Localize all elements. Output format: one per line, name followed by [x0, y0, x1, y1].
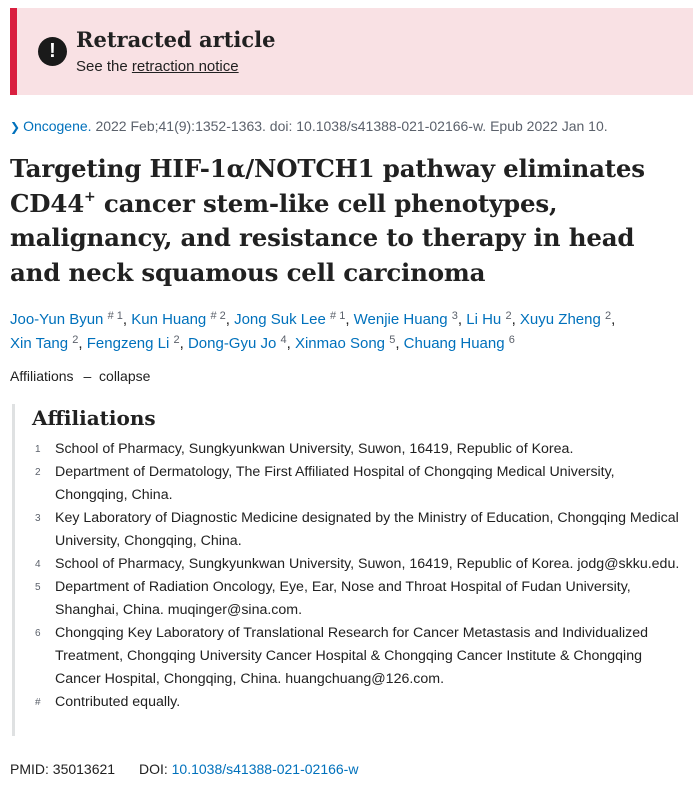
author-list — [10, 308, 690, 356]
doi-label: DOI: — [138, 761, 168, 777]
affiliation-key: 2 — [35, 467, 41, 478]
doi-link[interactable]: 10.1038/s41388-021-02166-w — [171, 761, 359, 777]
author-link[interactable]: Chuang Huang — [403, 335, 505, 352]
article-title: Targeting HIF-1α/NOTCH1 pathway eliminates CD44+ cancer stem-like cell phenotypes, malignancy, and resistance to therapy in head and neck squamous cell carcinoma — [10, 154, 645, 287]
affiliation-text: Chongqing Key Laboratory of Translational Research for Cancer Metastasis and Individualized Treatment, Chongqing University Cancer Hospital & Chongqing Cancer Institute & Chongqing Cancer Hospital, Chongqing, China. huangchuang@126.com. — [55, 625, 649, 687]
affiliations-panel — [12, 404, 692, 736]
chevron-right-icon: ❯ — [10, 120, 21, 134]
pmid-label: PMID: — [10, 761, 49, 777]
citation-details: 2022 Feb;41(9):1352-1363. doi: 10.1038/s41388-021-02166-w. Epub 2022 Jan 10. — [91, 118, 608, 134]
retraction-title: Retracted article — [76, 27, 276, 52]
author-link[interactable]: Joo-Yun Byun — [10, 311, 104, 328]
exclamation-icon: ! — [38, 37, 67, 66]
author-affiliation-ref[interactable]: 2 — [72, 334, 79, 346]
author-link[interactable]: Fengzeng Li — [86, 335, 170, 352]
affiliation-text: School of Pharmacy, Sungkyunkwan University, Suwon, 16419, Republic of Korea. — [55, 441, 574, 457]
author-affiliation-ref[interactable]: 3 — [451, 310, 458, 322]
affiliation-text: Key Laboratory of Diagnostic Medicine designated by the Ministry of Education, Chongqing Medical University, Chongqing, China. — [55, 510, 679, 549]
affiliations-toggle — [10, 366, 150, 386]
pmid-value: 35013621 — [52, 761, 116, 777]
author-affiliation-ref[interactable]: 4 — [280, 334, 287, 346]
identifiers — [10, 759, 358, 779]
collapse-affiliations-button[interactable]: – collapse — [83, 368, 151, 384]
author-item — [404, 335, 515, 352]
author-link[interactable]: Jong Suk Lee — [234, 311, 326, 328]
author-item: Fengzeng Li $^2$, — [86, 334, 184, 352]
affiliation-text: Contributed equally. — [55, 694, 181, 710]
author-link[interactable]: Wenjie Huang — [353, 311, 448, 328]
retraction-subtitle: See the retraction notice — [76, 58, 239, 75]
author-item: Xinmao Song $^5$, — [294, 334, 400, 352]
affiliation-item — [35, 507, 690, 553]
author-item: Dong-Gyu Jo $^4$, — [187, 334, 291, 352]
affiliations-list — [35, 438, 690, 714]
affiliation-item — [35, 576, 690, 622]
affiliations-toggle-label: Affiliations — [10, 368, 74, 384]
author-item: Li Hu $^2$, — [466, 310, 516, 328]
author-affiliation-ref[interactable]: 6 — [508, 334, 515, 346]
affiliation-key: 4 — [35, 559, 41, 570]
affiliation-key: 6 — [35, 628, 41, 639]
author-item: Wenjie Huang $^3$, — [353, 310, 463, 328]
author-item: Joo-Yun Byun $^{\# 1}$, — [10, 310, 128, 328]
journal-link[interactable]: Oncogene. — [23, 118, 92, 134]
author-affiliation-ref[interactable]: # 2 — [210, 310, 226, 322]
author-affiliation-ref[interactable]: 2 — [173, 334, 180, 346]
author-link[interactable]: Xuyu Zheng — [519, 311, 601, 328]
author-affiliation-ref[interactable]: 2 — [604, 310, 612, 322]
author-affiliation-ref[interactable]: # 1 — [330, 310, 346, 322]
retraction-banner — [10, 8, 693, 95]
citation-line — [10, 117, 608, 136]
affiliations-heading: Affiliations — [32, 406, 156, 430]
affiliation-text: Department of Dermatology, The First Affiliated Hospital of Chongqing Medical University, Chongqing, China. — [55, 464, 615, 503]
affiliation-text: Department of Radiation Oncology, Eye, Ear, Nose and Throat Hospital of Fudan University, Shanghai, China. muqinger@sina.com. — [55, 579, 631, 618]
author-item: Kun Huang $^{\# 2}$, — [131, 310, 230, 328]
affiliation-key: 1 — [35, 444, 41, 455]
affiliation-item — [35, 622, 690, 691]
affiliation-item — [35, 461, 690, 507]
affiliation-item — [35, 438, 690, 461]
affiliation-item — [35, 691, 690, 714]
affiliation-key: 3 — [35, 513, 41, 524]
author-link[interactable]: Kun Huang — [131, 311, 207, 328]
author-link[interactable]: Xin Tang — [10, 335, 69, 352]
author-item: Xuyu Zheng $^2$, — [519, 310, 616, 328]
author-affiliation-ref[interactable]: # 1 — [107, 310, 123, 322]
author-link[interactable]: Xinmao Song — [294, 335, 386, 352]
author-affiliation-ref[interactable]: 2 — [505, 310, 512, 322]
author-item: Xin Tang $^2$, — [10, 334, 83, 352]
affiliation-key: # — [35, 697, 41, 708]
retraction-notice-link[interactable]: retraction notice — [131, 58, 239, 75]
author-link[interactable]: Li Hu — [466, 311, 502, 328]
affiliation-item — [35, 553, 690, 576]
author-affiliation-ref[interactable]: 5 — [389, 334, 396, 346]
affiliation-key: 5 — [35, 582, 41, 593]
author-item: Jong Suk Lee $^{\# 1}$, — [234, 310, 350, 328]
author-link[interactable]: Dong-Gyu Jo — [187, 335, 277, 352]
affiliation-text: School of Pharmacy, Sungkyunkwan University, Suwon, 16419, Republic of Korea. jodg@skku.edu. — [55, 556, 680, 572]
